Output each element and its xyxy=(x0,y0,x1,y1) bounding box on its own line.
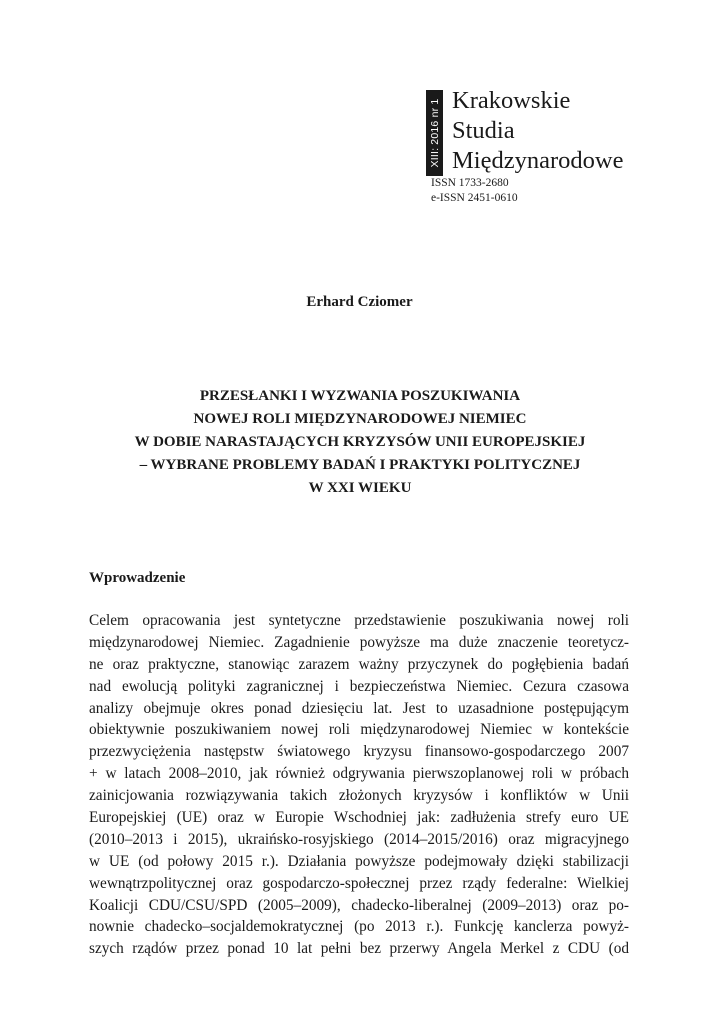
body-line-2: międzynarodowej Niemiec. Zagadnienie powyższe ma duże znaczenie teoretycz- xyxy=(89,633,629,651)
body-line-11: (2010–2013 i 2015), ukraińsko-rosyjskiego (2014–2015/2016) oraz migracyjnego xyxy=(89,830,629,848)
body-line-8: + w latach 2008–2010, jak również odgrywania pierwszoplanowej roli w próbach xyxy=(89,765,629,783)
title-line-5: W XXI WIEKU xyxy=(308,480,412,496)
body-line-7: przezwyciężenia następstw światowego kryzysu finansowo-gospodarczego 2007 xyxy=(89,743,629,761)
journal-masthead xyxy=(426,86,686,206)
issn-block xyxy=(431,176,518,206)
body-line-13: wewnątrzpolitycznej oraz gospodarczo-społecznej przez rządy federalne: Wielkiej xyxy=(89,874,629,892)
body-line-10: Europejskiej (UE) oraz w Europie Wschodniej jak: zadłużenia strefy euro UE xyxy=(89,809,629,827)
body-line-1: Celem opracowania jest syntetyczne przedstawienie poszukiwania nowej roli xyxy=(89,612,629,629)
journal-name-line-3: Międzynarodowe xyxy=(452,147,624,174)
body-line-3: ne oraz praktyczne, stanowiąc zarazem ważny przyczynek do pogłębienia badań xyxy=(89,655,629,673)
article-author: Erhard Cziomer xyxy=(306,294,413,310)
title-line-4: – WYBRANE PROBLEMY BADAŃ I PRAKTYKI POLITYCZNEJ xyxy=(139,457,581,473)
article-title xyxy=(60,385,660,500)
body-line-16: szych rządów przez ponad 10 lat pełni bez przerwy Angela Merkel z CDU (od xyxy=(89,940,629,958)
body-line-15: nownie chadecko–socjaldemokratycznej (po 2013 r.). Funkcję kanclerza powyż- xyxy=(89,918,629,936)
title-line-2: NOWEJ ROLI MIĘDZYNARODOWEJ NIEMIEC xyxy=(193,411,527,427)
body-line-4: nad ewolucją polityki zagranicznej i bezpieczeństwa Niemiec. Cezura czasowa xyxy=(89,677,629,695)
journal-volume-issue: XIII: 2016 nr 1 xyxy=(428,98,441,168)
body-line-12: w UE (od połowy 2015 r.). Działania powyższe podejmowały dzięki stabilizacji xyxy=(89,852,629,870)
body-line-6: obiektywnie poszukiwaniem nowej roli międzynarodowej Niemiec w kontekście xyxy=(89,721,629,739)
journal-name-line-2: Studia xyxy=(452,117,515,144)
section-heading: Wprowadzenie xyxy=(89,570,186,586)
title-line-3: W DOBIE NARASTAJĄCYCH KRYZYSÓW UNII EUROPEJSKIEJ xyxy=(134,434,586,450)
body-line-9: zainicjowania rozwiązywania takich złożonych kryzysów i konfliktów w Unii xyxy=(89,787,629,805)
body-line-5: analizy obejmuje okres ponad dziesięciu lat. Jest to uzasadnione postępującym xyxy=(89,699,629,717)
issn: ISSN 1733-2680 xyxy=(431,177,509,189)
body-paragraph xyxy=(89,610,629,960)
journal-spine-bar xyxy=(426,90,443,176)
journal-name-line-1: Krakowskie xyxy=(452,87,571,114)
e-issn: e-ISSN 2451-0610 xyxy=(431,192,518,204)
journal-name xyxy=(452,86,623,176)
title-line-1: PRZESŁANKI I WYZWANIA POSZUKIWANIA xyxy=(199,388,521,404)
body-line-14: Koalicji CDU/CSU/SPD (2005–2009), chadecko-liberalnej (2009–2013) oraz po- xyxy=(89,896,629,914)
